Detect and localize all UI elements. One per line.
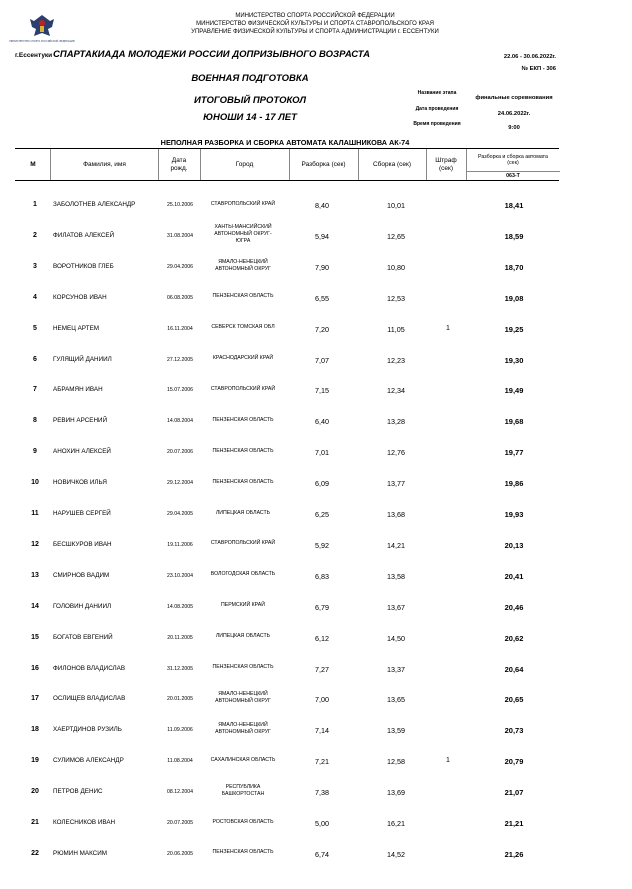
protocol-number: № ЕКП - 306 — [521, 66, 556, 72]
row-total: 21,07 — [504, 788, 524, 798]
table-row — [15, 683, 559, 714]
row-dob: 15.07.2006 — [167, 387, 193, 394]
row-region: СТАВРОПОЛЬСКИЙ КРАЙ — [210, 385, 276, 392]
row-penalty: 1 — [446, 757, 450, 765]
row-total: 20,13 — [504, 540, 524, 550]
row-disassembly: 7,14 — [315, 726, 329, 736]
row-total: 19,77 — [504, 448, 524, 458]
row-total: 20,73 — [504, 726, 524, 736]
row-place: 17 — [31, 695, 39, 703]
row-place: 5 — [33, 324, 37, 332]
row-assembly: 12,34 — [387, 386, 405, 396]
row-region: АВТОНОМНЫЙ ОКРУГ — [215, 265, 271, 272]
row-disassembly: 7,38 — [315, 788, 329, 798]
row-assembly: 12,53 — [387, 293, 405, 303]
row-name: ГОЛОВИН ДАНИИЛ — [53, 602, 112, 610]
row-name: НАРУШЕВ СЕРГЕЙ — [53, 510, 111, 517]
row-total: 19,08 — [504, 293, 524, 303]
row-dob: 14.08.2004 — [167, 418, 193, 425]
emblem-icon — [9, 12, 75, 48]
row-name: АНОХИН АЛЕКСЕЙ — [53, 448, 111, 456]
row-assembly: 14,21 — [387, 540, 405, 550]
row-region: ПЕНЗЕНСКАЯ ОБЛАСТЬ — [212, 293, 274, 300]
table-row — [15, 282, 559, 313]
row-assembly: 13,69 — [387, 788, 405, 798]
row-region: РЕСПУБЛИКА — [225, 784, 261, 791]
row-total: 19,30 — [504, 355, 524, 365]
total-code-divider — [466, 171, 560, 172]
col-header-disassembly: Разборка (сек) — [301, 161, 346, 168]
row-region: СТАВРОПОЛЬСКИЙ КРАЙ — [210, 540, 276, 547]
row-total: 20,65 — [504, 695, 524, 705]
row-name: СУЛИМОВ АЛЕКСАНДР — [53, 757, 124, 765]
row-disassembly: 7,90 — [315, 262, 329, 272]
table-row — [15, 374, 559, 405]
row-assembly: 13,37 — [387, 664, 405, 674]
row-disassembly: 7,00 — [315, 695, 329, 705]
col-header-penalty-line: Штраф — [435, 157, 457, 164]
row-place: 10 — [31, 479, 39, 487]
row-total: 19,93 — [504, 510, 524, 519]
row-dob: 06.08.2005 — [167, 294, 193, 301]
row-disassembly: 6,83 — [315, 571, 329, 581]
ministry-header — [130, 12, 500, 36]
row-disassembly: 6,09 — [315, 479, 329, 489]
row-total: 21,26 — [504, 849, 524, 859]
row-assembly: 10,01 — [387, 201, 405, 210]
row-disassembly: 7,01 — [315, 448, 329, 458]
table-row — [15, 344, 559, 375]
row-assembly: 13,77 — [387, 479, 405, 489]
row-dob: 16.11.2004 — [167, 325, 193, 332]
row-region: АВТОНОМНЫЙ ОКРУГ — [215, 729, 271, 736]
row-region: ПЕНЗЕНСКАЯ ОБЛАСТЬ — [212, 478, 274, 485]
row-region: АВТОНОМНЫЙ ОКРУГ — [215, 698, 271, 705]
row-name: НЕМЕЦ АРТЕМ — [53, 324, 100, 332]
row-assembly: 13,58 — [387, 571, 405, 581]
row-total: 18,59 — [504, 231, 524, 241]
row-name: ВОРОТНИКОВ ГЛЕБ — [53, 262, 114, 270]
table-row — [15, 220, 559, 251]
row-assembly: 13,67 — [387, 602, 405, 612]
col-header-total-line: Разборка и сборка автомата — [478, 154, 548, 160]
row-region: ПЕНЗЕНСКАЯ ОБЛАСТЬ — [212, 849, 274, 856]
row-place: 21 — [31, 819, 39, 826]
ministry-line: УПРАВЛЕНИЕ ФИЗИЧЕСКОЙ КУЛЬТУРЫ И СПОРТА АДМИНИСТРАЦИИ г. ЕССЕНТУКИ — [191, 29, 439, 35]
row-dob: 23.10.2004 — [167, 572, 193, 579]
row-region: ПЕНЗЕНСКАЯ ОБЛАСТЬ — [212, 416, 274, 423]
row-name: ПЕТРОВ ДЕНИС — [53, 788, 103, 796]
row-name: РЕВИН АРСЕНИЙ — [53, 417, 108, 425]
row-dob: 29.04.2005 — [167, 511, 193, 517]
date-label: Дата проведения — [415, 106, 459, 112]
row-name: НОВИЧКОВ ИЛЬЯ — [53, 479, 107, 487]
row-name: ЗАБОЛОТНЕВ АЛЕКСАНДР — [53, 201, 136, 208]
table-row — [15, 467, 559, 498]
row-assembly: 14,52 — [387, 849, 405, 859]
row-dob: 31.12.2005 — [167, 665, 193, 672]
table-row — [15, 807, 559, 838]
row-region: ЛИПЕЦКАЯ ОБЛАСТЬ — [215, 633, 271, 640]
row-dob: 08.12.2004 — [167, 789, 193, 796]
row-place: 14 — [31, 602, 39, 610]
row-dob: 11.08.2004 — [167, 758, 193, 765]
row-disassembly: 5,94 — [315, 231, 329, 241]
row-dob: 20.11.2005 — [167, 634, 193, 641]
time-label: Время проведения — [413, 121, 461, 127]
col-header-total-code: 063-Т — [506, 173, 520, 179]
row-region: ЛИПЕЦКАЯ ОБЛАСТЬ — [215, 509, 271, 516]
row-penalty: 1 — [446, 324, 450, 332]
table-row — [15, 189, 559, 220]
row-region: ПЕНЗЕНСКАЯ ОБЛАСТЬ — [212, 447, 274, 454]
row-disassembly: 8,40 — [315, 201, 329, 210]
ministry-line: МИНИСТЕРСТВО ФИЗИЧЕСКОЙ КУЛЬТУРЫ И СПОРТА СТАВРОПОЛЬСКОГО КРАЯ — [196, 21, 434, 27]
time-value: 9:00 — [508, 125, 520, 131]
row-place: 12 — [31, 540, 39, 548]
row-place: 11 — [31, 510, 39, 517]
row-name: ХАЕРТДИНОВ РУЗИЛЬ — [53, 726, 122, 734]
row-disassembly: 6,55 — [315, 293, 329, 303]
row-place: 7 — [33, 386, 37, 394]
row-dob: 29.04.2006 — [167, 263, 193, 270]
ministry-logo — [9, 12, 75, 48]
row-place: 20 — [31, 788, 39, 796]
row-region: ПЕНЗЕНСКАЯ ОБЛАСТЬ — [212, 664, 274, 670]
row-total: 20,62 — [504, 633, 524, 643]
row-total: 18,41 — [504, 201, 524, 210]
row-place: 22 — [31, 849, 39, 857]
row-total: 19,86 — [504, 479, 524, 489]
table-row — [15, 838, 559, 869]
table-row — [15, 405, 559, 436]
row-dob: 20.06.2005 — [167, 850, 193, 857]
table-header-bottom-border — [15, 180, 559, 181]
row-disassembly: 7,21 — [315, 757, 329, 767]
row-region: ЮГРА — [235, 238, 251, 245]
ministry-line: МИНИСТЕРСТВО СПОРТА РОССИЙСКОЙ ФЕДЕРАЦИИ — [235, 13, 395, 19]
event-dates: 22.06 - 30.06.2022г. — [503, 54, 556, 60]
row-region: ЯМАЛО-НЕНЕЦКИЙ — [218, 722, 268, 729]
row-total: 19,49 — [504, 386, 524, 396]
row-total: 19,25 — [504, 324, 524, 334]
table-row — [15, 622, 559, 653]
col-header-name: Фамилия, имя — [83, 161, 126, 168]
row-name: ФИЛОНОВ ВЛАДИСЛАВ — [53, 664, 126, 672]
protocol-title: ИТОГОВЫЙ ПРОТОКОЛ — [194, 95, 306, 106]
row-disassembly: 7,07 — [315, 355, 329, 365]
event-title: СПАРТАКИАДА МОЛОДЕЖИ РОССИИ ДОПРИЗЫВНОГО ВОЗРАСТА — [53, 49, 371, 60]
row-assembly: 12,58 — [387, 757, 405, 767]
row-region: САХАЛИНСКАЯ ОБЛАСТЬ — [210, 756, 276, 763]
col-header-total-line: (сек) — [507, 160, 519, 166]
row-dob: 20.01.2005 — [167, 696, 193, 703]
group-title: ЮНОШИ 14 - 17 ЛЕТ — [203, 112, 297, 123]
row-region: БАШКОРТОСТАН — [221, 791, 265, 798]
row-name: ФИЛАТОВ АЛЕКСЕЙ — [53, 231, 115, 239]
row-assembly: 11,05 — [387, 324, 405, 334]
row-assembly: 13,65 — [387, 695, 405, 705]
row-assembly: 10,80 — [387, 262, 405, 272]
row-place: 9 — [33, 448, 37, 456]
discipline-title: НЕПОЛНАЯ РАЗБОРКА И СБОРКА АВТОМАТА КАЛАШНИКОВА АК-74 — [160, 138, 410, 147]
row-dob: 31.08.2004 — [167, 232, 193, 239]
row-total: 21,21 — [504, 819, 524, 828]
row-total: 20,46 — [504, 602, 524, 612]
row-dob: 27.12.2005 — [167, 356, 193, 363]
row-assembly: 12,76 — [387, 448, 405, 458]
row-place: 6 — [33, 355, 37, 363]
row-place: 19 — [31, 757, 39, 765]
row-dob: 25.10.2006 — [167, 202, 193, 208]
row-disassembly: 6,40 — [315, 417, 329, 427]
row-assembly: 12,23 — [387, 355, 405, 365]
logo-caption: МИНИСТЕРСТВО СПОРТА РОССИЙСКОЙ ФЕДЕРАЦИИ — [9, 40, 75, 43]
row-dob: 19.11.2006 — [167, 541, 193, 548]
row-name: ОСЛИЩЕВ ВЛАДИСЛАВ — [53, 695, 126, 703]
row-region: КРАСНОДАРСКИЙ КРАЙ — [212, 355, 274, 361]
stage-value: финальные соревнования — [475, 95, 553, 101]
row-disassembly: 6,74 — [315, 849, 329, 859]
col-header-total — [466, 154, 560, 166]
table-row — [15, 251, 559, 282]
row-disassembly: 5,92 — [315, 540, 329, 550]
row-disassembly: 6,12 — [315, 633, 329, 643]
row-place: 16 — [31, 664, 39, 672]
row-dob: 14.08.2005 — [167, 603, 193, 610]
row-region: ЯМАЛО-НЕНЕЦКИЙ — [218, 258, 268, 265]
row-region: АВТОНОМНЫЙ ОКРУГ- — [214, 231, 272, 238]
table-top-border — [15, 148, 559, 149]
row-name: БОГАТОВ ЕВГЕНИЙ — [53, 633, 113, 641]
row-dob: 11.09.2006 — [167, 727, 193, 734]
row-name: КОЛЕСНИКОВ ИВАН — [53, 819, 116, 826]
col-header-region: Город — [235, 161, 254, 168]
row-region: СЕВЕРСК ТОМСКАЯ ОБЛ — [211, 324, 275, 331]
row-place: 3 — [33, 262, 37, 270]
row-assembly: 12,65 — [387, 231, 405, 241]
table-row — [15, 653, 559, 684]
row-name: СМИРНОВ ВАДИМ — [53, 571, 110, 579]
col-header-place: М — [30, 161, 36, 168]
row-total: 20,41 — [504, 571, 524, 581]
row-region: ХАНТЫ-МАНСИЙСКИЙ — [214, 224, 272, 231]
sport-title: ВОЕННАЯ ПОДГОТОВКА — [191, 73, 309, 84]
table-row — [15, 591, 559, 622]
row-disassembly: 7,27 — [315, 664, 329, 674]
row-region: СТАВРОПОЛЬСКИЙ КРАЙ — [210, 200, 276, 207]
table-row — [15, 714, 559, 745]
row-name: БЕСШКУРОВ ИВАН — [53, 540, 112, 548]
table-row — [15, 529, 559, 560]
stage-label: Название этапа — [417, 90, 457, 96]
col-header-penalty-line: (сек) — [438, 165, 454, 172]
row-place: 1 — [33, 201, 37, 208]
row-total: 18,70 — [504, 262, 524, 272]
row-disassembly: 6,79 — [315, 602, 329, 612]
row-place: 4 — [33, 293, 37, 301]
row-place: 2 — [33, 231, 37, 239]
col-header-dob — [158, 157, 200, 173]
row-place: 8 — [33, 417, 37, 425]
row-assembly: 16,21 — [387, 819, 405, 828]
row-place: 18 — [31, 726, 39, 734]
table-row — [15, 560, 559, 591]
row-disassembly: 7,20 — [315, 324, 329, 334]
table-row — [15, 436, 559, 467]
city: г.Ессентуки — [15, 52, 53, 59]
col-header-assembly: Сборка (сек) — [372, 161, 412, 168]
row-assembly: 13,59 — [387, 726, 405, 736]
row-dob: 20.07.2006 — [167, 449, 193, 456]
row-dob: 29.12.2004 — [167, 480, 193, 487]
row-name: РЮМИН МАКСИМ — [53, 849, 107, 857]
row-disassembly: 6,25 — [315, 510, 329, 519]
row-dob: 20.07.2005 — [167, 820, 193, 826]
table-row — [15, 745, 559, 776]
row-region: ВОЛОГОДСКАЯ ОБЛАСТЬ — [210, 571, 276, 578]
row-region: ПЕРМСКИЙ КРАЙ — [221, 602, 265, 609]
row-disassembly: 5,00 — [315, 819, 329, 828]
date-value: 24.06.2022г. — [497, 111, 531, 117]
row-place: 13 — [31, 571, 39, 579]
row-total: 20,79 — [504, 757, 524, 767]
row-place: 15 — [31, 633, 39, 641]
col-header-dob-line: Дата — [171, 157, 187, 164]
row-assembly: 13,68 — [387, 510, 405, 519]
row-total: 20,64 — [504, 664, 524, 674]
row-total: 19,68 — [504, 417, 524, 427]
table-row — [15, 498, 559, 529]
table-row — [15, 313, 559, 344]
col-header-penalty — [426, 157, 466, 173]
col-header-dob-line: рожд. — [170, 165, 188, 172]
row-region: ЯМАЛО-НЕНЕЦКИЙ — [218, 691, 268, 698]
table-row — [15, 776, 559, 807]
row-name: АБРАМЯН ИВАН — [53, 386, 103, 394]
row-name: ГУЛЯЩИЙ ДАНИИЛ — [53, 355, 112, 363]
row-assembly: 14,50 — [387, 633, 405, 643]
row-region: РОСТОВСКАЯ ОБЛАСТЬ — [212, 818, 274, 825]
row-assembly: 13,28 — [387, 417, 405, 427]
row-name: КОРСУНОВ ИВАН — [53, 293, 107, 301]
row-disassembly: 7,15 — [315, 386, 329, 396]
